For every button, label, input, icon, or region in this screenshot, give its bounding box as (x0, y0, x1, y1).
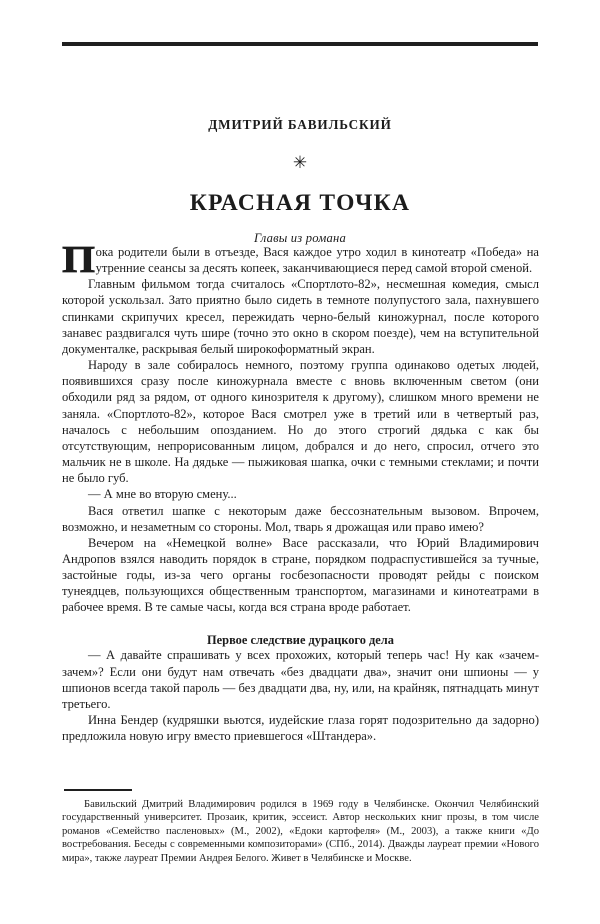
top-decorative-rule (62, 42, 538, 46)
subtitle: Главы из романа (254, 230, 346, 245)
footnote-text: Бавильский Дмитрий Владимирович родился в 1969 году в Челябинске. Окончил Челябинский государственный университет. Прозаик, критик, эссеист. Автор нескольких книг прозы, в том числе романов «Семейство пасленовых» (М., 2002), «Едоки картофеля» (М., 2003), а также книги «До востребования. Беседы с современными композиторами» (СПб., 2014). Дважды лауреат премии «Нового мира», также лауреат Премии Андрея Белого. Живет в Челябинске и Москве. (62, 799, 539, 864)
paragraph-1-text: ока родители были в отъезде, Вася каждое утро ходил в кинотеатр «Победа» на утренние сеансы за десять копеек, заканчивающиеся перед самой второй сменой. (95, 245, 539, 276)
paragraph-6: Вечером на «Немецкой волне» Васе рассказали, что Юрий Владимирович Андропов взялся наводить порядок в стране, порядком подраспустившейся за тучные, застойные годы, из-за чего органы госбезопасности проводят рейды с поиском тунеядцев, пользующихся общественным транспортом, магазинами и кинотеатрами в рабочее время. В те самые часы, когда вся страна вроде работает. (62, 535, 539, 615)
author-name: ДМИТРИЙ БАВИЛЬСКИЙ (208, 117, 392, 132)
drop-cap: П (62, 239, 94, 281)
footnote (62, 798, 539, 865)
section-paragraph-1: — А давайте спрашивать у всех прохожих, который теперь час! Ну как «зачем-зачем»? Если они будут нам отвечать «без двадцати два», значит они шпионы — у шпионов всегда такой пароль — без двадцати два, ну, или, на крайняк, пятнадцать минут третьего. (62, 648, 539, 711)
paragraph-4-dialogue: — А мне во вторую смену... (88, 487, 237, 502)
paragraph-5: Вася ответил шапке с некоторым даже бессознательным вызовом. Впрочем, возможно, и незаметным со стороны. Мол, тварь я дрожащая или право имею? (62, 503, 539, 534)
footnote-separator-rule (64, 789, 132, 791)
page-title: КРАСНАЯ ТОЧКА (189, 189, 411, 216)
title-block (62, 118, 538, 246)
asterisk-ornament-icon: ✳ (292, 152, 308, 172)
section-paragraph-2: Инна Бендер (кудряшки вьются, иудейские глаза горят подозрительно да задорно) предложила новую игру вместо приевшегося «Штандера». (62, 713, 539, 744)
body-text (62, 239, 539, 744)
paragraph-2: Главным фильмом тогда считалось «Спортлото-82», несмешная комедия, смысл которой ускользал. Зато приятно было сидеть в темноте полупустого зала, пахнувшего спинками скрипучих кресел, пережидать черно-белый киножурнал, после которого занавес раздвигался чуть шире (точно это окно в скором поезде), чем на вступительной документалке, раскрывая белый широкоформатный экран. (62, 277, 539, 356)
section-heading: Первое следствие дурацкого дела (207, 632, 394, 647)
paragraph-3: Народу в зале собиралось немного, поэтому группа одинаково одетых людей, появившихся сразу после киножурнала вместе с вновь включенным светом (они обходили ряд за рядом, от одного кинозрителя к другому), слишком много времени не заняла. «Спортлото-82», которое Вася смотрел уже в третий или в четвертый раз, началось с небольшим опозданием. Но до этого строгий дядька с как бы отсутствующим, непрорисованным лицом, добрался и до него, спросил, отчего это мальчик не в школе. На дядьке — пыжиковая шапка, очки с темными стеклами; и почти не было губ. (62, 358, 539, 486)
paragraph-1 (62, 239, 539, 281)
